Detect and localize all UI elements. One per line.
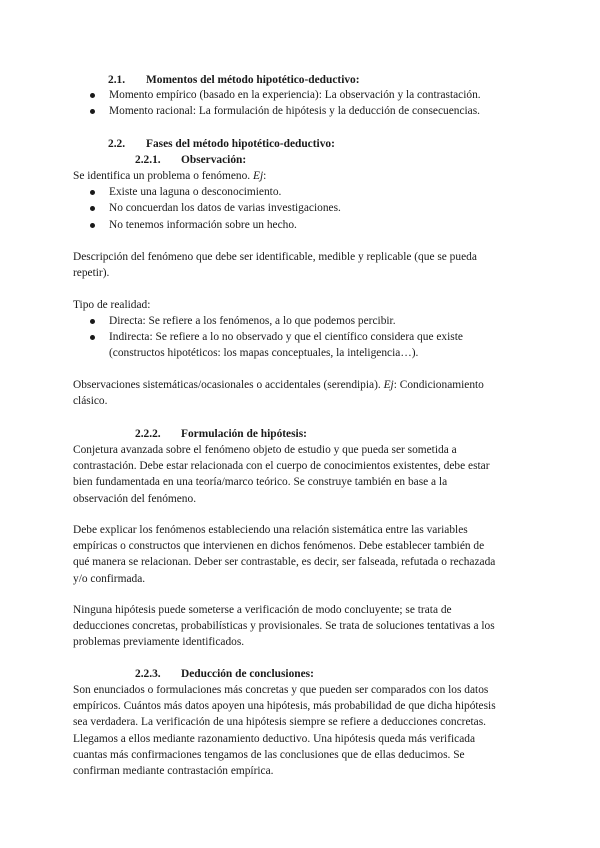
heading-2-2-title: Fases del método hipotético-deductivo: [146,138,335,150]
paragraph-line: clásico. [73,395,108,408]
observaciones-example: : Condicionamiento [393,379,484,391]
heading-2-2-2 [135,426,307,442]
paragraph-line: bien fundamentada en una teoría/marco teórico. Se construye también en base a la [73,476,448,489]
observacion-intro [73,168,266,184]
hipotesis-paragraph-3 [73,602,523,651]
paragraph-line: Conjetura avanzada sobre el fenómeno objeto de estudio y que pueda ser sometida a [73,444,457,456]
paragraph-line: observación del fenómeno. [73,492,197,505]
heading-2-1-title: Momentos del método hipotético-deductivo: [146,74,360,86]
list-item-directa: Directa: Se refiere a los fenómenos, a lo que podemos percibir. [109,315,396,327]
heading-2-2-2-title: Formulación de hipótesis: [181,428,307,440]
bullet-icon [90,319,95,324]
descripcion-paragraph [73,249,523,281]
paragraph-line: Debe explicar los fenómenos estableciendo una relación sistemática entre las variables [73,524,468,536]
ej-label: Ej [383,379,394,391]
heading-2-2-3-title: Deducción de conclusiones: [181,668,314,680]
bullet-icon [90,223,95,228]
paragraph-line: deducciones concretas, probabilísticas y provisionales. Se trata de soluciones tentativas a los [73,620,495,633]
hipotesis-paragraph-1 [73,442,523,507]
ej-label: Ej [253,170,264,182]
bullet-icon [90,109,95,114]
paragraph-line: repetir). [73,267,110,280]
heading-2-2-1-title: Observación: [181,154,247,166]
paragraph-line: Llegamos a ellos mediante razonamiento deductivo. Una hipótesis queda más verificada [73,732,476,745]
paragraph-line: Ninguna hipótesis puede someterse a verificación de modo concluyente; se trata de [73,604,452,616]
bullet-icon [90,190,95,195]
heading-2-2-3 [135,666,314,682]
observaciones-text: Observaciones sistemáticas/ocasionales o accidentales (serendipia). [73,379,384,391]
paragraph-line: cuantas más confirmaciones tengamos de las conclusiones que de ellas deducimos. Se [73,748,465,761]
observacion-intro-text: Se identifica un problema o fenómeno. [73,170,251,182]
paragraph-line: empíricas o constructos que intervienen en dichos fenómenos. Debe establecer también de [73,540,485,553]
heading-2-1-number: 2.1. [108,74,126,86]
heading-2-2-3-number: 2.2.3. [135,668,161,680]
paragraph-line: qué manera se relacionan. Deber ser contrastable, es decir, ser falseada, refutada o rechazada [73,556,496,569]
list-item-laguna: Existe una laguna o desconocimiento. [109,186,282,198]
paragraph-line: y/o confirmada. [73,572,146,585]
bullet-icon [90,206,95,211]
ej-colon: : [263,170,267,182]
paragraph-line: problemas previamente identificados. [73,636,245,649]
bullet-icon [90,93,95,98]
heading-2-2-2-number: 2.2.2. [135,428,161,440]
heading-2-2-number: 2.2. [108,138,126,150]
heading-2-2-1-number: 2.2.1. [135,154,161,166]
heading-2-2 [108,136,335,152]
hipotesis-paragraph-2 [73,522,523,587]
conclusiones-paragraph [73,682,523,779]
heading-2-1 [108,72,360,88]
paragraph-line: Son enunciados o formulaciones más concretas y que pueden ser comparados con los datos [73,684,489,696]
observaciones-paragraph [73,377,523,409]
paragraph-line [73,377,523,393]
tipo-realidad-label: Tipo de realidad: [73,299,151,311]
paragraph-line: confirman mediante contrastación empírica. [73,765,274,778]
list-item-indirecta: Indirecta: Se refiere a lo no observado y que el científico considera que existe [109,331,463,343]
list-item-informacion: No tenemos información sobre un hecho. [109,219,297,231]
paragraph-line: Descripción del fenómeno que debe ser identificable, medible y replicable (que se pueda [73,251,477,263]
heading-2-2-1 [135,152,246,168]
list-item-momento-empirico: Momento empírico (basado en la experiencia): La observación y la contrastación. [109,89,481,101]
list-item-indirecta-continuation: (constructos hipotéticos: los mapas conceptuales, la inteligencia…). [109,347,419,359]
list-item-momento-racional: Momento racional: La formulación de hipótesis y la deducción de consecuencias. [109,105,481,117]
paragraph-line: contrastación. Debe estar relacionada con el cuerpo de conocimientos existentes, debe estar [73,460,490,473]
list-item-datos: No concuerdan los datos de varias investigaciones. [109,202,341,214]
paragraph-line: empíricos. Cuántos más datos apoyen una hipótesis, más probabilidad de que dicha hipótesis [73,700,496,713]
bullet-icon [90,335,95,340]
paragraph-line: sea verdadera. La verificación de una hipótesis siempre se refiere a deducciones concretas. [73,716,487,729]
